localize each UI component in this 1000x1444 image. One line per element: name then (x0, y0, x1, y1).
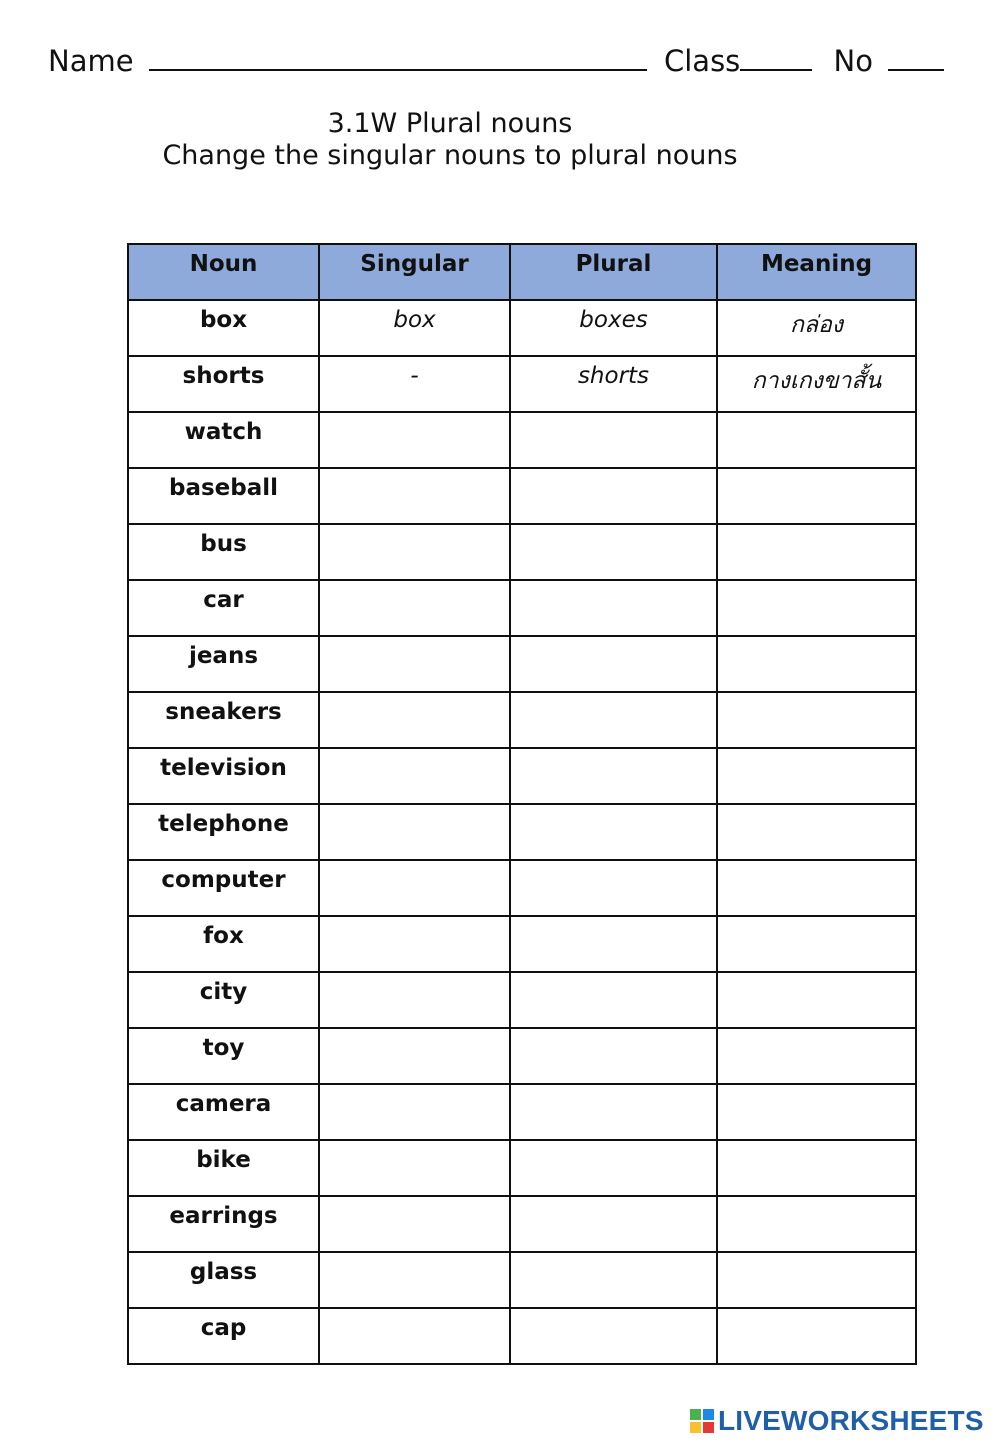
singular-cell[interactable] (319, 412, 510, 468)
plural-cell[interactable] (510, 860, 717, 916)
plural-cell[interactable] (510, 1084, 717, 1140)
meaning-cell[interactable] (717, 1196, 916, 1252)
meaning-cell[interactable] (717, 1084, 916, 1140)
table-row (128, 860, 916, 916)
table-row (128, 636, 916, 692)
table-row (128, 412, 916, 468)
singular-cell[interactable] (319, 860, 510, 916)
liveworksheets-logo (690, 1404, 990, 1438)
singular-cell[interactable] (319, 1140, 510, 1196)
plural-cell[interactable] (510, 804, 717, 860)
singular-cell[interactable]: box (319, 300, 510, 356)
noun-cell: bus (128, 524, 319, 580)
worksheet-instruction: Change the singular nouns to plural nouns (162, 140, 738, 171)
singular-cell[interactable] (319, 1252, 510, 1308)
meaning-cell[interactable] (717, 1308, 916, 1364)
plural-cell[interactable] (510, 468, 717, 524)
meaning-cell[interactable] (717, 580, 916, 636)
meaning-cell[interactable]: กล่อง (717, 300, 916, 356)
meaning-cell[interactable]: กางเกงขาสั้น (717, 356, 916, 412)
singular-cell[interactable]: - (319, 356, 510, 412)
plural-cell[interactable] (510, 1308, 717, 1364)
plural-cell[interactable] (510, 524, 717, 580)
singular-cell[interactable] (319, 468, 510, 524)
table-row (128, 1140, 916, 1196)
meaning-cell[interactable] (717, 524, 916, 580)
noun-cell: sneakers (128, 692, 319, 748)
student-info-line (48, 44, 948, 78)
singular-cell[interactable] (319, 1196, 510, 1252)
table-header-row (128, 244, 916, 300)
meaning-cell[interactable] (717, 916, 916, 972)
table-row (128, 356, 916, 412)
plural-cell[interactable] (510, 916, 717, 972)
column-header-singular: Singular (319, 244, 510, 300)
plural-nouns-table (127, 243, 917, 1365)
singular-cell[interactable] (319, 1308, 510, 1364)
meaning-cell[interactable] (717, 468, 916, 524)
meaning-cell[interactable] (717, 860, 916, 916)
noun-cell: watch (128, 412, 319, 468)
singular-cell[interactable] (319, 524, 510, 580)
no-label: No (833, 44, 873, 78)
plural-cell[interactable]: boxes (510, 300, 717, 356)
noun-cell: computer (128, 860, 319, 916)
noun-cell: box (128, 300, 319, 356)
table-row (128, 1252, 916, 1308)
meaning-cell[interactable] (717, 1252, 916, 1308)
table-row (128, 1196, 916, 1252)
noun-cell: fox (128, 916, 319, 972)
name-label: Name (48, 44, 134, 78)
meaning-cell[interactable] (717, 636, 916, 692)
meaning-cell[interactable] (717, 1028, 916, 1084)
meaning-cell[interactable] (717, 692, 916, 748)
table-row (128, 692, 916, 748)
singular-cell[interactable] (319, 972, 510, 1028)
plural-cell[interactable]: shorts (510, 356, 717, 412)
noun-cell: city (128, 972, 319, 1028)
meaning-cell[interactable] (717, 1140, 916, 1196)
meaning-cell[interactable] (717, 748, 916, 804)
table-row (128, 1028, 916, 1084)
plural-cell[interactable] (510, 692, 717, 748)
class-blank[interactable] (740, 45, 812, 71)
singular-cell[interactable] (319, 1028, 510, 1084)
meaning-cell[interactable] (717, 972, 916, 1028)
noun-cell: camera (128, 1084, 319, 1140)
singular-cell[interactable] (319, 804, 510, 860)
table-row (128, 580, 916, 636)
name-blank[interactable] (149, 45, 647, 71)
noun-cell: shorts (128, 356, 319, 412)
table-row (128, 916, 916, 972)
noun-cell: glass (128, 1252, 319, 1308)
plural-cell[interactable] (510, 580, 717, 636)
singular-cell[interactable] (319, 636, 510, 692)
noun-cell: telephone (128, 804, 319, 860)
singular-cell[interactable] (319, 692, 510, 748)
table-row (128, 300, 916, 356)
table-row (128, 804, 916, 860)
noun-cell: car (128, 580, 319, 636)
singular-cell[interactable] (319, 580, 510, 636)
table-row (128, 972, 916, 1028)
logo-text: LIVEWORKSHEETS (718, 1405, 984, 1436)
singular-cell[interactable] (319, 748, 510, 804)
column-header-plural: Plural (510, 244, 717, 300)
plural-cell[interactable] (510, 1028, 717, 1084)
plural-cell[interactable] (510, 636, 717, 692)
column-header-noun: Noun (128, 244, 319, 300)
noun-cell: cap (128, 1308, 319, 1364)
column-header-meaning: Meaning (717, 244, 916, 300)
plural-cell[interactable] (510, 972, 717, 1028)
plural-cell[interactable] (510, 1140, 717, 1196)
meaning-cell[interactable] (717, 412, 916, 468)
no-blank[interactable] (888, 45, 944, 71)
noun-cell: jeans (128, 636, 319, 692)
noun-cell: baseball (128, 468, 319, 524)
liveworksheets-logo-icon (690, 1409, 714, 1433)
singular-cell[interactable] (319, 916, 510, 972)
meaning-cell[interactable] (717, 804, 916, 860)
plural-cell[interactable] (510, 1252, 717, 1308)
plural-cell[interactable] (510, 748, 717, 804)
table-row (128, 524, 916, 580)
noun-cell: earrings (128, 1196, 319, 1252)
noun-cell: toy (128, 1028, 319, 1084)
noun-cell: bike (128, 1140, 319, 1196)
table-row (128, 468, 916, 524)
plural-cell[interactable] (510, 412, 717, 468)
noun-cell: television (128, 748, 319, 804)
plural-cell[interactable] (510, 1196, 717, 1252)
table-row (128, 1308, 916, 1364)
table-row (128, 1084, 916, 1140)
singular-cell[interactable] (319, 1084, 510, 1140)
worksheet-title: 3.1W Plural nouns (327, 108, 573, 139)
table-row (128, 748, 916, 804)
class-label: Class (664, 44, 741, 78)
